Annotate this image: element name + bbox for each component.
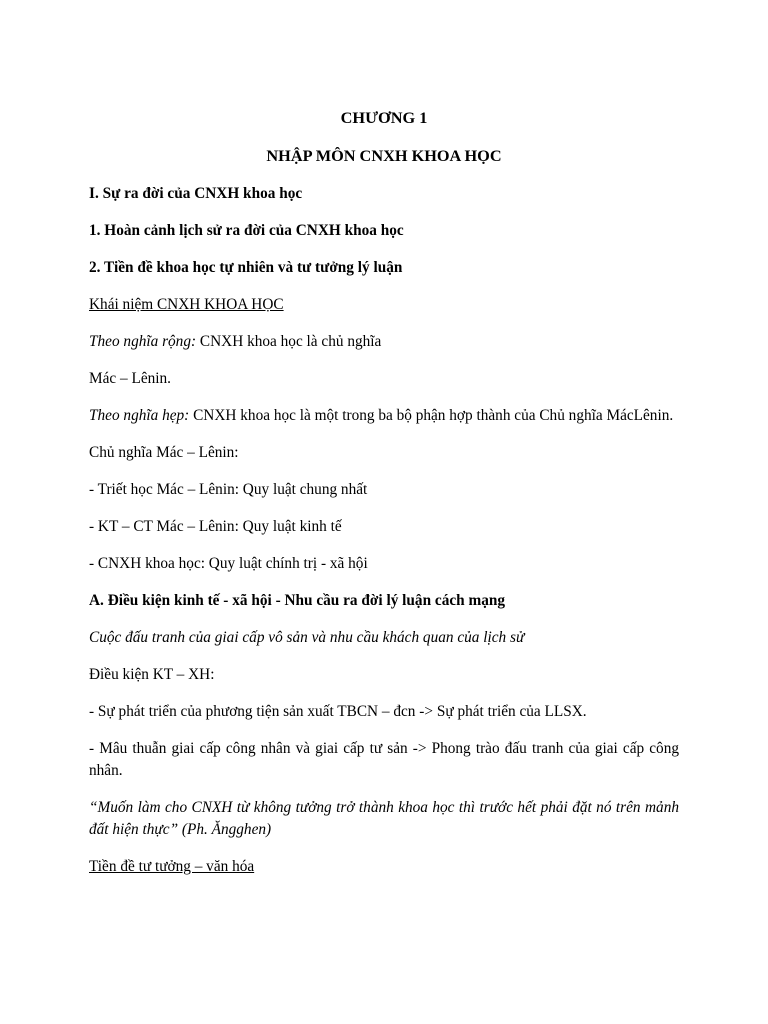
broad-sense-label: Theo nghĩa rộng: xyxy=(89,333,197,350)
ml-item-philosophy: - Triết học Mác – Lênin: Quy luật chung nhất xyxy=(89,481,368,498)
paragraph-narrow-sense xyxy=(89,405,679,427)
heading-premise: Tiền đề tư tưởng – văn hóa xyxy=(89,858,255,875)
engels-quote: “Muốn làm cho CNXH từ không tưởng trở thành khoa học thì trước hết phải đặt nó trên mảnh đất hiện thực” (Ph. Ăngghen) xyxy=(89,799,679,838)
narrow-sense-label: Theo nghĩa hẹp: xyxy=(89,407,190,424)
heading-section-i: I. Sự ra đời của CNXH khoa học xyxy=(89,185,303,202)
paragraph-struggle: Cuộc đấu tranh của giai cấp vô sản và nhu cầu khách quan của lịch sử xyxy=(89,629,525,646)
paragraph-broad-sense-cont: Mác – Lênin. xyxy=(89,370,171,387)
heading-section-a: A. Điều kiện kinh tế - xã hội - Nhu cầu ra đời lý luận cách mạng xyxy=(89,592,506,609)
paragraph-conditions: Điều kiện KT – XH: xyxy=(89,666,215,683)
heading-section-2: 2. Tiền đề khoa học tự nhiên và tư tưởng lý luận xyxy=(89,259,403,276)
chapter-subtitle: NHẬP MÔN CNXH KHOA HỌC xyxy=(266,146,502,165)
narrow-sense-text: CNXH khoa học là một trong ba bộ phận hợp thành của Chủ nghĩa MácLênin. xyxy=(189,407,674,424)
ml-item-economics: - KT – CT Mác – Lênin: Quy luật kinh tế xyxy=(89,518,342,535)
chapter-title: CHƯƠNG 1 xyxy=(340,108,428,127)
document-page xyxy=(89,107,679,893)
heading-section-1: 1. Hoàn cảnh lịch sử ra đời của CNXH khoa học xyxy=(89,222,404,239)
broad-sense-text: CNXH khoa học là chủ nghĩa xyxy=(196,333,382,350)
ml-intro: Chủ nghĩa Mác – Lênin: xyxy=(89,444,239,461)
ml-item-scientific-socialism: - CNXH khoa học: Quy luật chính trị - xã hội xyxy=(89,555,368,572)
condition-item-1: - Sự phát triển của phương tiện sản xuất TBCN – đcn -> Sự phát triển của LLSX. xyxy=(89,703,587,720)
paragraph-broad-sense xyxy=(89,331,679,353)
heading-concept: Khái niệm CNXH KHOA HỌC xyxy=(89,296,284,313)
condition-item-2: - Mâu thuẫn giai cấp công nhân và giai cấp tư sản -> Phong trào đấu tranh của giai cấp công nhân. xyxy=(89,740,679,779)
